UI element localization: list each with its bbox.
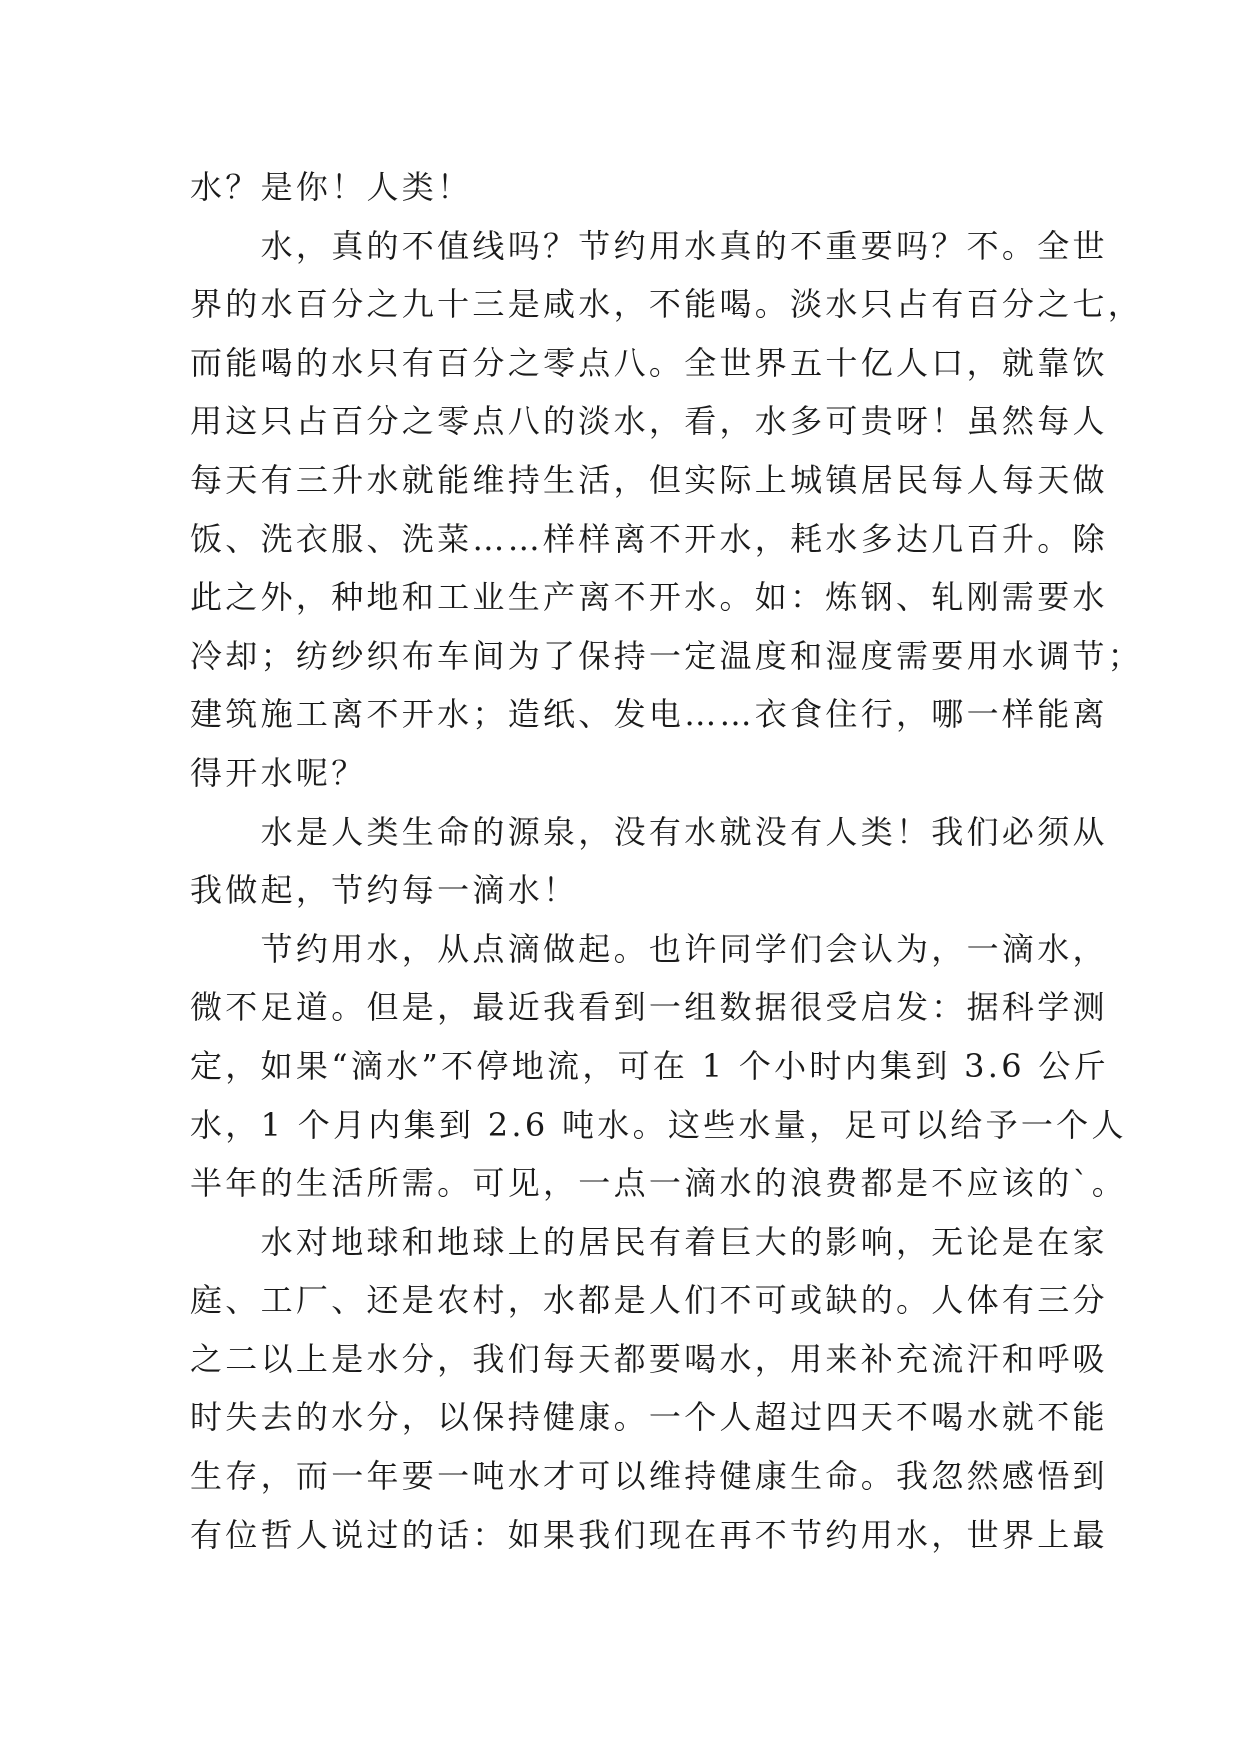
text-line: 我做起，节约每一滴水！ [190, 871, 579, 910]
text-line: 得开水呢？ [190, 753, 367, 792]
text-line: 用这只占百分之零点八的淡水，看，水多可贵呀！虽然每人 [190, 402, 1108, 441]
text-line: 此之外，种地和工业生产离不开水。如：炼钢、轧刚需要水 [190, 578, 1108, 617]
body-text [190, 158, 1144, 1564]
text-line: 水对地球和地球上的居民有着巨大的影响，无论是在家 [190, 1222, 1108, 1261]
text-line: 冷却；纺纱织布车间为了保持一定温度和湿度需要用水调节； [190, 636, 1144, 675]
text-line: 生存，而一年要一吨水才可以维持健康生命。我忽然感悟到 [190, 1457, 1108, 1496]
text-line: 水？是你！人类！ [190, 168, 473, 206]
text-line: 界的水百分之九十三是咸水，不能喝。淡水只占有百分之七， [190, 285, 1144, 324]
text-line: 水，1 个月内集到 2.6 吨水。这些水量，足可以给予一个人 [190, 1105, 1127, 1144]
text-line: 饭、洗衣服、洗菜……样样离不开水，耗水多达几百升。除 [190, 519, 1108, 558]
text-line: 庭、工厂、还是农村，水都是人们不可或缺的。人体有三分 [190, 1281, 1108, 1320]
text-line: 微不足道。但是，最近我看到一组数据很受启发：据科学测 [190, 988, 1108, 1027]
text-line: 有位哲人说过的话：如果我们现在再不节约用水，世界上最 [190, 1515, 1108, 1554]
text-line: 时失去的水分，以保持健康。一个人超过四天不喝水就不能 [190, 1398, 1108, 1437]
text-line: 每天有三升水就能维持生活，但实际上城镇居民每人每天做 [190, 460, 1108, 499]
text-line: 建筑施工离不开水；造纸、发电……衣食住行，哪一样能离 [190, 695, 1108, 734]
text-line: 而能喝的水只有百分之零点八。全世界五十亿人口，就靠饮 [190, 343, 1108, 382]
text-line: 节约用水，从点滴做起。也许同学们会认为，一滴水， [190, 929, 1108, 968]
text-line: 水，真的不值线吗？节约用水真的不重要吗？不。全世 [190, 226, 1108, 265]
text-line: 定，如果“滴水”不停地流，可在 1 个小时内集到 3.6 公斤 [190, 1046, 1109, 1085]
text-line: 水是人类生命的源泉，没有水就没有人类！我们必须从 [190, 812, 1108, 851]
text-line: 之二以上是水分，我们每天都要喝水，用来补充流汗和呼吸 [190, 1339, 1108, 1378]
text-line: 半年的生活所需。可见，一点一滴水的浪费都是不应该的`。 [190, 1164, 1128, 1203]
